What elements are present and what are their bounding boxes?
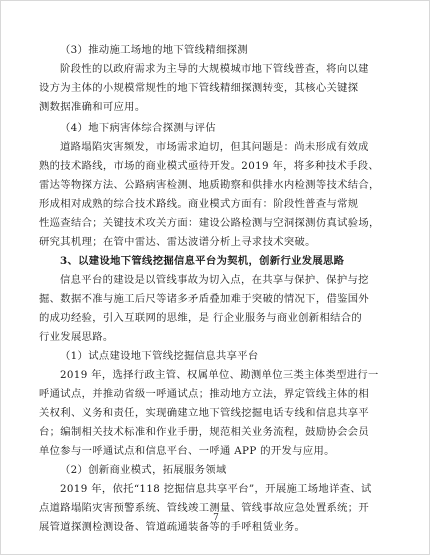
paragraph-line: 2019 年，选择行政主管、权属单位、勘测单位三类主体类型进行一 [60, 369, 379, 381]
paragraph-line: 展管道探测检测设备、管道疏通装备等的手呼租赁业务。 [39, 521, 306, 533]
paragraph-line: 熟的技术路线，市场的商业模式亟待开发。2019 年，将多种技术手段、 [39, 160, 379, 172]
paragraph-line: 设方为主体的小规模常规性的地下管线精细探测转变，其核心关键探 [39, 82, 359, 94]
paragraph-line: 的成功经验，引入互联网的思维，是 行企业服务与商业创新相结合的 [39, 312, 363, 324]
paragraph-line: 雷达等物探方法、公路病害检测、地质勘察和供排水内检测等技术结合， [39, 179, 380, 191]
paragraph-line: 2019 年，依托“118 挖掘信息共享平台”，开展施工场地详查、试 [60, 483, 372, 495]
paragraph-line: 形成相对成熟的综合技术路线。商业模式方面有：阶段性普查与常规 [39, 198, 359, 210]
paragraph-line: 台；编制相关技术标准和作业手册，规范相关业务流程，鼓励协会会员 [39, 426, 370, 438]
heading-3-1-pilot: （1）试点建设地下管线挖掘信息共享平台 [60, 350, 259, 362]
heading-3-2-business: （2）创新商业模式，拓展服务领域 [60, 464, 227, 476]
page-body [39, 41, 397, 537]
paragraph-line: 阶段性的以政府需求为主导的大规模城市地下管线普查，将向以建 [60, 63, 369, 75]
heading-4-1: （4）地下病害体综合探测与评估 [60, 122, 216, 134]
paragraph-line: 点道路塌陷灾害预警系统、管线竣工测量、管线事故应急处置系统；开 [39, 502, 370, 514]
paragraph-line: 信息平台的建设是以管线事故为切入点，在共享与保护、保护与挖 [60, 274, 369, 286]
paragraph-line: 掘、数据不准与施工后尺等诸多矛盾叠加难于突破的情况下，借鉴国外 [39, 293, 370, 305]
page-number: 7 [213, 513, 219, 523]
paragraph-line: 研究其机理；在管中雷达、雷达波谱分析上寻求技术突破。 [39, 236, 316, 248]
heading-3-1: （3）推动施工场地的地下管线精细探测 [60, 44, 248, 56]
paragraph-line: 呼通试点，并推动省级一呼通试点；推动地方立法，界定管线主体的相 [39, 388, 370, 400]
paragraph-line: 关权利、义务和责任，实现确建立地下管线挖掘电话专线和信息共享平 [39, 407, 370, 419]
paragraph-line: 测数据准确和可应用。 [39, 101, 146, 113]
section-heading-3: 3、以建设地下管线挖掘信息平台为契机，创新行业发展思路 [60, 255, 345, 267]
paragraph-line: 性巡查结合；关键技术攻关方面：建设公路检测与空洞探测仿真试验场， [39, 217, 380, 229]
paragraph-line: 道路塌陷灾害频发，市场需求迫切，但其问题是：尚未形成有效成 [60, 141, 369, 153]
paragraph-line: 行业发展思路。 [39, 331, 114, 343]
paragraph-line: 单位参与一呼通试点和信息平台、一呼通 APP 的开发与应用。 [39, 445, 335, 457]
